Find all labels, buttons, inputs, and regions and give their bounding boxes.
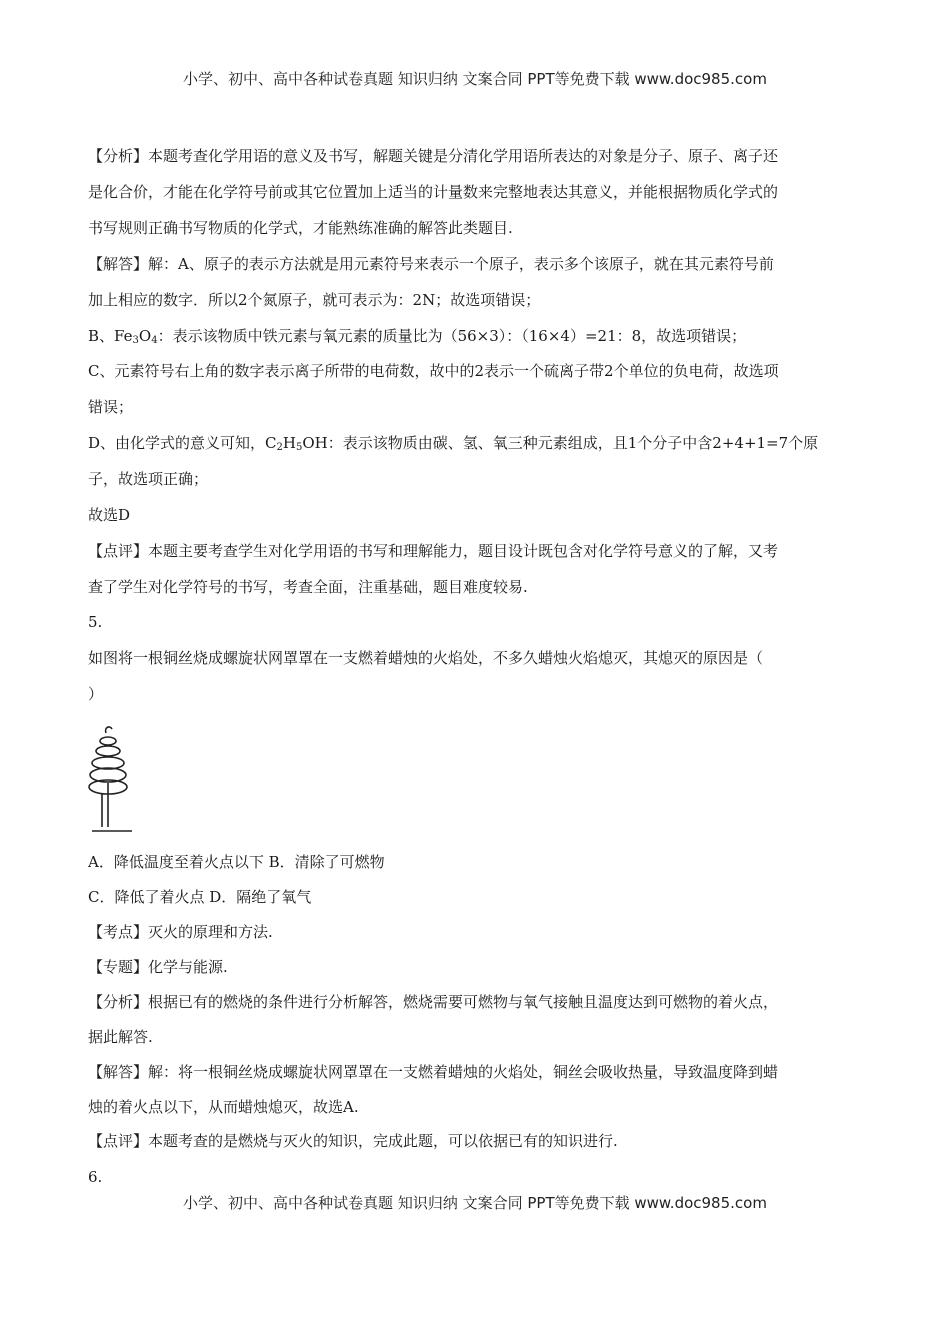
- q4-answer-b: [88, 325, 746, 347]
- q5-answer-line1: 【解答】解：将一根铜丝烧成螺旋状网罩罩在一支燃着蜡烛的火焰处，铜丝会吸收热量，导致温度降到蜡: [88, 1063, 779, 1081]
- q4-answer-b-sub1: 3: [132, 335, 139, 346]
- q5-number: 5.: [88, 613, 103, 631]
- q4-answer-d-rest: OH：表示该物质由碳、氢、氧三种元素组成，且1个分子中含2+4+1=7个原: [302, 434, 819, 452]
- q4-answer-d-sub1: 2: [276, 442, 283, 453]
- q5-options-cd: C．降低了着火点 D．隔绝了氧气: [88, 888, 312, 906]
- q4-answer-c-line1: C、元素符号右上角的数字表示离子所带的电荷数，故中的2表示一个硫离子带2个单位的负电荷，故选项: [88, 362, 779, 380]
- q5-stem-line2: ）: [88, 685, 104, 703]
- q4-analysis-line1: 【分析】本题考查化学用语的意义及书写，解题关键是分清化学用语所表达的对象是分子、原子、离子还: [88, 147, 779, 165]
- q4-answer-b-sub2: 4: [151, 335, 158, 346]
- candle-coil-drawing: [88, 723, 148, 835]
- q5-kaodian: 【考点】灭火的原理和方法.: [88, 923, 273, 941]
- candle-copper-coil-figure: [88, 723, 148, 835]
- q4-answer-d-h: H: [282, 434, 296, 452]
- q4-answer-b-rest: ：表示该物质中铁元素与氧元素的质量比为（56×3）：（16×4）=21：8，故选项错误；: [157, 327, 747, 345]
- q4-answer-choice: 故选D: [88, 506, 131, 524]
- q4-answer-d-prefix: D、由化学式的意义可知，C: [88, 434, 277, 452]
- q4-answer-d-sub2: 5: [295, 442, 303, 453]
- q4-analysis-line2: 是化合价，才能在化学符号前或其它位置加上适当的计量数来完整地表达其意义，并能根据物质化学式的: [88, 183, 779, 201]
- coil-top-hook: [106, 727, 112, 733]
- q4-answer-line2: 加上相应的数字．所以2个氮原子，就可表示为：2N；故选项错误；: [88, 291, 541, 309]
- q5-options-ab: A．降低温度至着火点以下 B．清除了可燃物: [88, 853, 385, 871]
- q4-analysis-line3: 书写规则正确书写物质的化学式，才能熟练准确的解答此类题目.: [88, 219, 513, 237]
- q4-comment-line1: 【点评】本题主要考查学生对化学用语的书写和理解能力，题目设计既包含对化学符号意义的了解，又考: [88, 542, 779, 560]
- q6-number: 6.: [88, 1168, 103, 1186]
- q4-answer-b-prefix: B、Fe: [88, 327, 133, 345]
- page-footer: 小学、初中、高中各种试卷真题 知识归纳 文案合同 PPT等免费下载 www.doc985.com: [183, 1194, 767, 1212]
- q4-answer-c-line2: 错误；: [88, 398, 134, 416]
- q4-answer-b-o: O: [138, 327, 152, 345]
- q4-answer-d-line2: 子，故选项正确；: [88, 470, 209, 488]
- q4-answer-d: [88, 432, 818, 454]
- q5-analysis-line1: 【分析】根据已有的燃烧的条件进行分析解答，燃烧需要可燃物与氧气接触且温度达到可燃物的着火点，: [88, 993, 779, 1011]
- page-header: 小学、初中、高中各种试卷真题 知识归纳 文案合同 PPT等免费下载 www.doc985.com: [183, 70, 767, 88]
- q5-stem-line1: 如图将一根铜丝烧成螺旋状网罩罩在一支燃着蜡烛的火焰处，不多久蜡烛火焰熄灭，其熄灭的原因是（: [88, 649, 764, 667]
- q4-answer-line1: 【解答】解：A、原子的表示方法就是用元素符号来表示一个原子，表示多个该原子，就在其元素符号前: [88, 255, 774, 273]
- q5-zhuanti: 【专题】化学与能源.: [88, 958, 228, 976]
- q4-comment-line2: 查了学生对化学符号的书写，考查全面，注重基础，题目难度较易.: [88, 578, 528, 596]
- q5-answer-line2: 烛的着火点以下，从而蜡烛熄灭，故选A.: [88, 1098, 359, 1116]
- q5-analysis-line2: 据此解答.: [88, 1028, 153, 1046]
- q5-comment: 【点评】本题考查的是燃烧与灭火的知识，完成此题，可以依据已有的知识进行.: [88, 1132, 618, 1150]
